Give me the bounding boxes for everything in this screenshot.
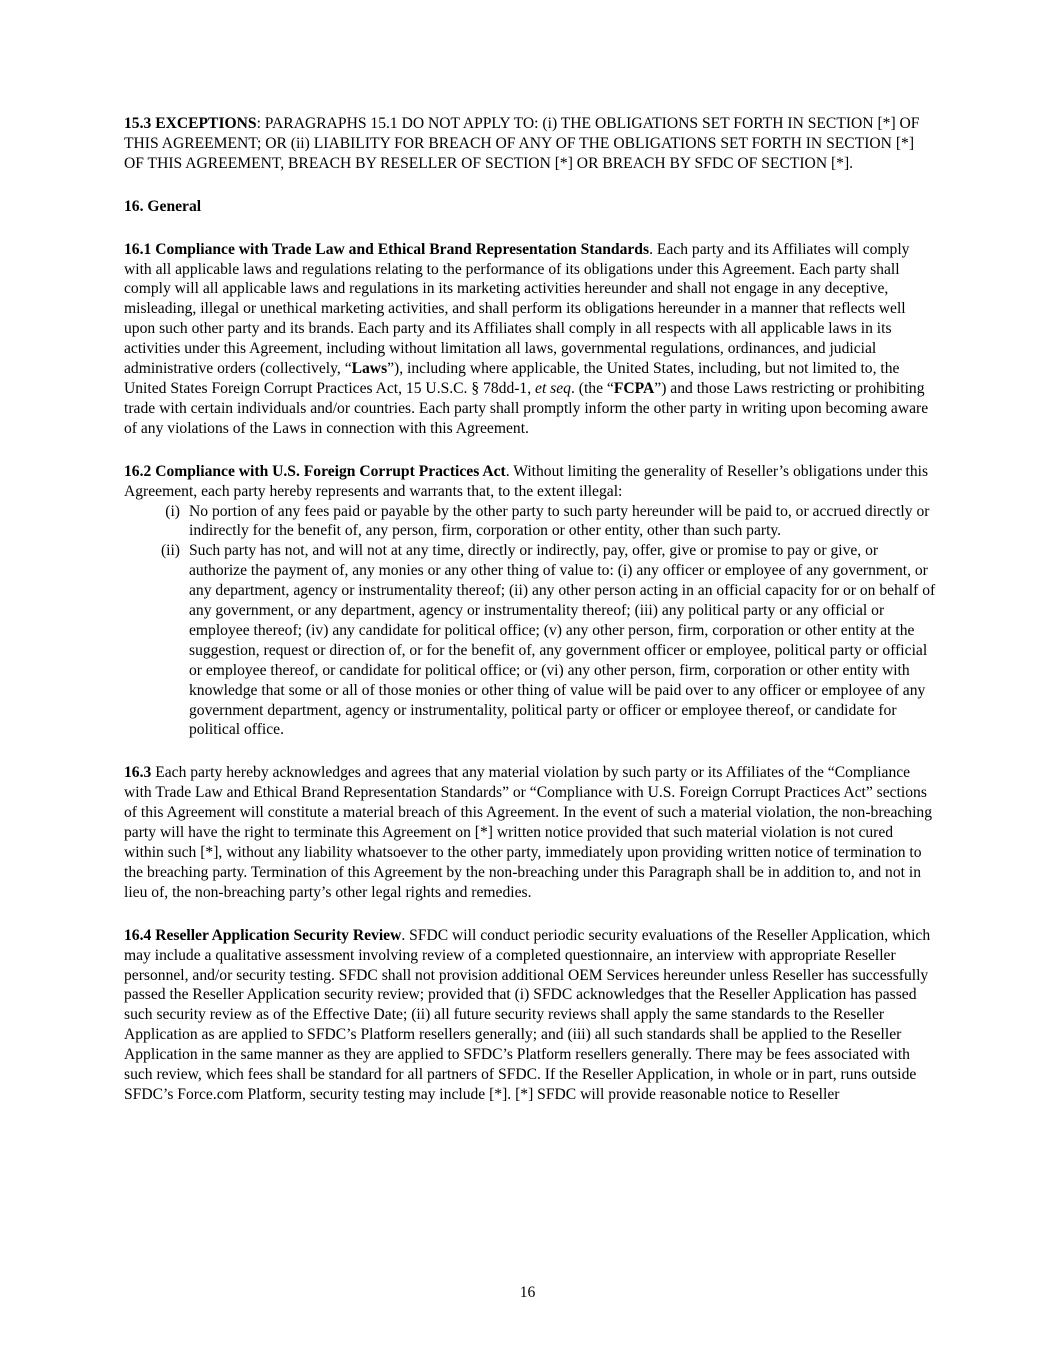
page-number: 16 [519,1284,536,1301]
section-16-4-text: . SFDC will conduct periodic security evaluations of the Reseller Application, which may include a qualitative assessment involving review of a completed questionnaire, an interview with appropriate Reseller personnel, and/or security testing. SFDC shall not provision additional OEM Services hereunder unless Reseller has successfully passed the Reseller Application security review; provided that (i) SFDC acknowledges that the Reseller Application has passed such security review as of the Effective Date; (ii) all future security reviews shall apply the same standards to the Reseller Application as are applied to SFDC’s Platform resellers generally; and (iii) all such standards shall be applied to the Reseller Application in the same manner as they are applied to SFDC’s Platform resellers generally. There may be fees associated with such review, which fees shall be standard for all partners of SFDC. If the Reseller Application, in whole or in part, runs outside SFDC’s Force.com Platform, security testing may include [*]. [*] SFDC will provide reasonable notice to Reseller [124,926,931,1103]
section-16-3 [124,763,936,902]
section-16-1 [124,240,936,439]
list-item-number: (i) [165,502,180,520]
section-16-heading: 16. General [124,197,202,215]
section-16-1-text-b: ”), including where applicable, the United States, including, but not limited to, the United States Foreign Corrupt Practices Act, 15 U.S.C. § 78dd-1, [124,360,900,397]
section-16-1-text-c: . (the “ [570,379,614,397]
section-16-2-list [124,502,936,741]
et-seq: et seq [535,379,571,397]
section-16-1-text-a: . Each party and its Affiliates will comply with all applicable laws and regulations relating to the performance of its obligations under this Agreement. Each party shall comply will all applicable laws and regulations in its marketing activities hereunder and shall not engage in any deceptive, misleading, illegal or unethical marketing activities, and shall perform its obligations hereunder in a manner that reflects well upon such other party and its brands. Each party and its Affiliates shall comply in all respects with all applicable laws in its activities under this Agreement, including without limitation all laws, governmental regulations, ordinances, and judicial administrative orders (collectively, “ [124,240,910,378]
laws-term: Laws [351,360,388,378]
section-16-4-title: 16.4 Reseller Application Security Review [124,926,402,944]
section-16-1-text-d: ”) and those Laws restricting or prohibiting trade with certain individuals and/or countries. Each party shall promptly inform the other party in writing upon becoming aware of any violations of the Laws in connection with this Agreement. [124,379,929,437]
section-16-3-text: Each party hereby acknowledges and agrees that any material violation by such party or its Affiliates of the “Compliance with Trade Law and Ethical Brand Representation Standards” or “Compliance with U.S. Foreign Corrupt Practices Act” sections of this Agreement will constitute a material breach of this Agreement. In the event of such a material violation, the non-breaching party will have the right to terminate this Agreement on [*] written notice provided that such material violation is not cured within such [*], without any liability whatsoever to the other party, immediately upon providing written notice of termination to the breaching party. Termination of this Agreement by the non-breaching under this Paragraph shall be in addition to, and not in lieu of, the non-breaching party’s other legal rights and remedies. [124,764,933,901]
section-16-4 [124,926,936,1105]
section-16-1-title: 16.1 Compliance with Trade Law and Ethical Brand Representation Standards [124,240,650,258]
section-15-3-label: 15.3 EXCEPTIONS [124,115,257,132]
section-16-2 [124,462,936,502]
list-item-number: (ii) [160,542,180,560]
section-16-2-text: . Without limiting the generality of Reseller’s obligations under this Agreement, each party hereby represents and warrants that, to the extent illegal: [124,462,929,500]
document-page [124,114,936,1128]
section-15-3-text: : PARAGRAPHS 15.1 DO NOT APPLY TO: (i) THE OBLIGATIONS SET FORTH IN SECTION [*] OF THIS AGREEMENT; OR (ii) LIABILITY FOR BREACH OF ANY OF THE OBLIGATIONS SET FORTH IN SECTION [*] OF THIS AGREEMENT, BREACH BY RESELLER OF SECTION [*] OR BREACH BY SFDC OF SECTION [*]. [124,115,920,172]
list-item [124,541,936,740]
section-15-3 [124,114,936,174]
section-16-3-title: 16.3 [124,764,152,782]
section-16-2-title: 16.2 Compliance with U.S. Foreign Corrupt Practices Act [124,462,506,480]
list-item [124,502,936,542]
list-item-text: Such party has not, and will not at any time, directly or indirectly, pay, offer, give or promise to pay or give, or authorize the payment of, any monies or any other thing of value to: (i) any officer or employee of any government, or any department, agency or instrumentality thereof; (ii) any other person acting in an official capacity for or on behalf of any government, or any department, agency or instrumentality thereof; (iii) any political party or any official or employee thereof; (iv) any candidate for political office; (v) any other person, firm, corporation or other entity at the suggestion, request or direction of, or for the benefit of, any government officer or employee, political party or official or employee thereof, or candidate for political office; or (vi) any other person, firm, corporation or other entity with knowledge that some or all of those monies or other thing of value will be paid over to any officer or employee of any government department, agency or instrumentality, political party or officer or employee thereof, or candidate for political office. [189,542,936,739]
list-item-text: No portion of any fees paid or payable by the other party to such party hereunder will be paid to, or accrued directly or indirectly for the benefit of, any person, firm, corporation or other entity, other than such party. [189,502,930,540]
fcpa-term: FCPA [613,379,655,397]
